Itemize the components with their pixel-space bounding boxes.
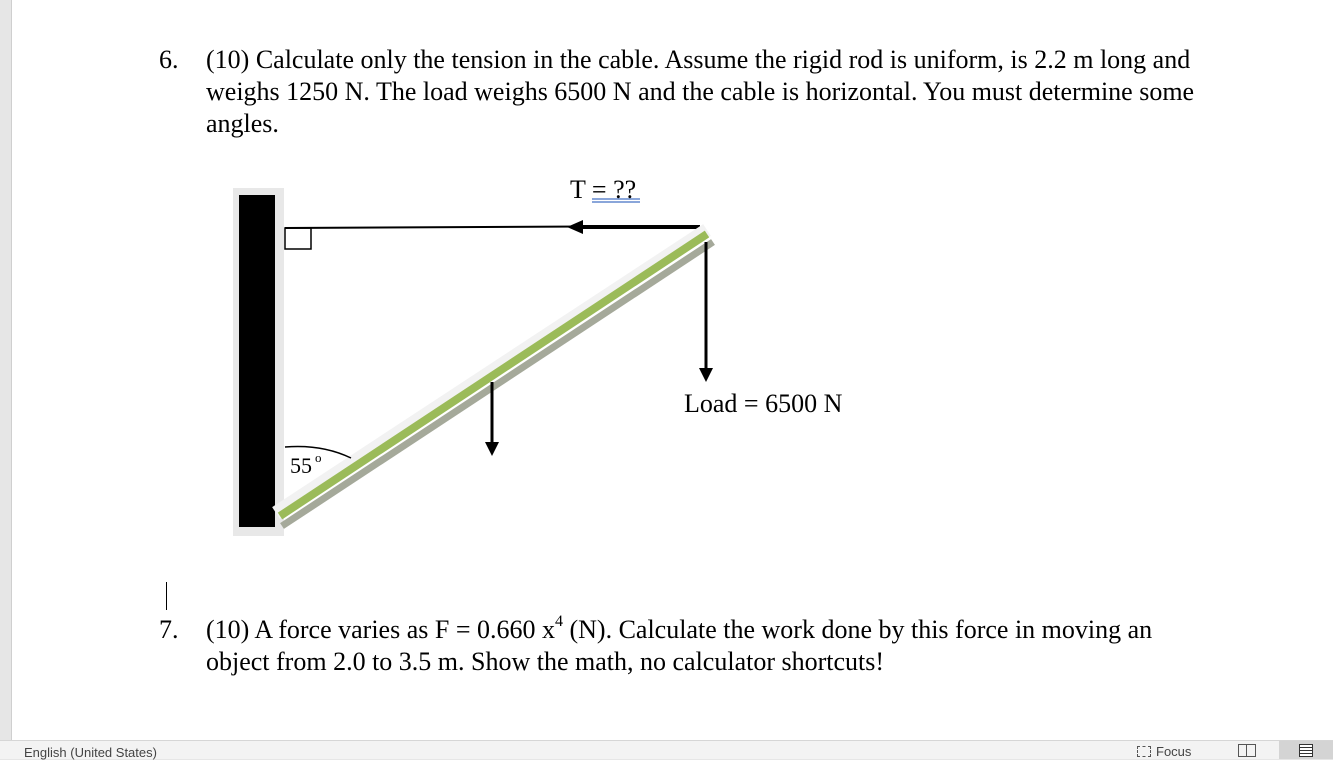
language-indicator[interactable]: English (United States) bbox=[24, 745, 157, 760]
print-layout-icon bbox=[1299, 744, 1313, 757]
rod-shadow bbox=[282, 242, 713, 526]
load-arrow-head bbox=[699, 368, 713, 382]
status-bar bbox=[0, 740, 1333, 759]
wall bbox=[239, 195, 275, 527]
question-text bbox=[206, 614, 1216, 678]
angle-label: 55 bbox=[290, 453, 312, 478]
rod bbox=[280, 234, 707, 516]
read-mode-icon[interactable] bbox=[1238, 744, 1256, 757]
question-number: 6. bbox=[159, 45, 179, 74]
degree-symbol: o bbox=[315, 450, 322, 465]
question-text: (10) Calculate only the tension in the cable. Assume the rigid rod is uniform, is 2.2 m long and weighs 1250 N. The load weighs 6500 N and the cable is horizontal. You must determine some angles. bbox=[206, 45, 1195, 138]
exponent: 4 bbox=[554, 613, 563, 631]
print-layout-button[interactable] bbox=[1279, 741, 1333, 759]
focus-icon bbox=[1137, 746, 1151, 757]
question-text-part: (10) A force varies as F = 0.660 x bbox=[206, 615, 555, 644]
focus-button[interactable] bbox=[1137, 744, 1191, 759]
rod-weight-arrow-head bbox=[485, 442, 499, 456]
text-cursor bbox=[166, 582, 167, 610]
tension-label: T = ?? bbox=[570, 175, 637, 204]
question-text-part: (N). Calculate the work done by this force in moving an object from 2.0 to 3.5 m. Show the math, no calculator shortcuts! bbox=[206, 615, 1153, 676]
question-number: 7. bbox=[159, 615, 179, 644]
right-angle-marker bbox=[285, 228, 311, 249]
load-label: Load = 6500 N bbox=[684, 389, 843, 418]
tension-arrow-head bbox=[567, 220, 583, 234]
focus-label: Focus bbox=[1156, 744, 1192, 759]
